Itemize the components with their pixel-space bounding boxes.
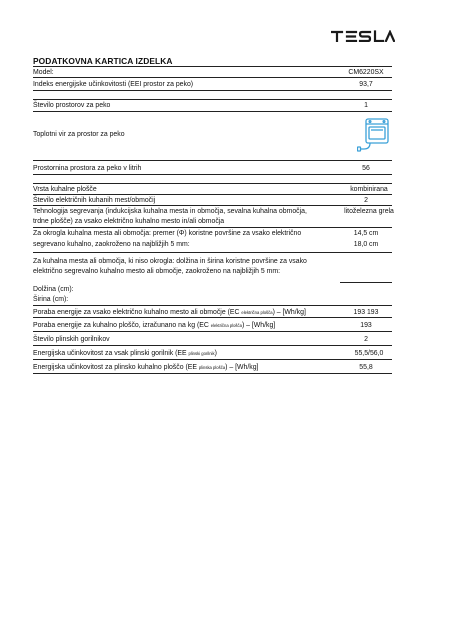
cavities-value: 1 [364,102,368,109]
volume-value: 56 [362,165,370,172]
noncircular-zone-label-2: električno segrevalno kuhalno mesto ali območje, zaokroženo na najbližjih 5 mm: [33,268,281,275]
ee-gas-hob-label: Energijska učinkovitost za plinsko kuhalno ploščo (EE plinska plošča) – [Wh/kg] [33,364,259,371]
page-title: PODATKOVNA KARTICA IZDELKA [33,56,173,66]
length-label: Dolžina (cm): [33,286,74,293]
ec-zone-label: Poraba energije za vsako električno kuhalno mesto ali območje (EC električna plošča) – [Wh/kg] [33,309,306,316]
heat-source-label: Toplotni vir za prostor za peko [33,131,125,138]
circular-zone-value-2: 18,0 cm [353,241,379,248]
divider [33,99,392,100]
zones-label: Število električnih kuhanih mest/območij [33,197,156,204]
cavities-label: Število prostorov za peko [33,102,111,109]
gas-burners-label: Število plinskih gorilnikov [33,336,110,343]
divider [33,252,392,253]
heating-tech-value: litoželezna grela [344,208,394,215]
divider [33,359,392,360]
zones-value: 2 [364,197,368,204]
divider [33,205,392,206]
divider [33,317,392,318]
ee-gas-hob-value: 55,8 [359,364,373,371]
heating-tech-label-1: Tehnologija segrevanja (indukcijska kuhalna mesta in območja, sevalna kuhalna območja, [33,208,307,215]
hob-type-label: Vrsta kuhalne plošče [33,186,97,193]
divider [33,194,392,195]
divider [33,160,392,161]
circular-zone-value-1: 14,5 cm [353,230,379,237]
tesla-logo [331,30,395,42]
divider [33,66,392,67]
width-label: Širina (cm): [33,296,69,303]
circular-zone-label-1: Za okrogla kuhalna mesta ali območja: premer (Φ) koristne površine za vsako električno [33,230,302,237]
ec-hob-label: Poraba energije za kuhalno ploščo, izračunano na kg (EC električna plošča) – [Wh/kg] [33,322,276,329]
gas-burners-value: 2 [364,336,368,343]
eei-value: 93,7 [359,81,373,88]
ee-burner-value: 55,5/56,0 [354,350,384,357]
heating-tech-label-2: trdne plošče) za vsako električno kuhalno mesto in/ali območja [33,218,225,225]
divider [33,345,392,346]
divider [33,331,392,332]
divider [33,183,392,184]
divider [33,90,392,91]
circular-zone-label-2: segrevano kuhalno, zaokroženo na najbližjih 5 mm: [33,241,190,248]
model-label: Model: [33,69,54,76]
divider [33,77,392,78]
divider [33,227,392,228]
divider [33,111,392,112]
ec-zone-value: 193 193 [353,309,379,316]
divider [33,373,392,374]
hob-type-value: kombinirana [350,186,388,193]
ee-burner-label: Energijska učinkovitost za vsak plinski gorilnik (EE plinski gorilnik) [33,350,217,357]
divider [33,174,392,175]
volume-label: Prostornina prostora za peko v litrih [33,165,142,172]
electric-oven-icon [357,117,397,153]
noncircular-zone-label-1: Za kuhalna mesta ali območja, ki niso okrogla: dolžina in širina koristne površine za vsako [33,258,307,265]
ec-hob-value: 193 [360,322,372,329]
eei-label: Indeks energijske učinkovitosti (EEI prostor za peko) [33,81,194,88]
blank-value-line [340,282,392,283]
divider [33,305,392,306]
model-value: CM6220SX [348,69,384,76]
